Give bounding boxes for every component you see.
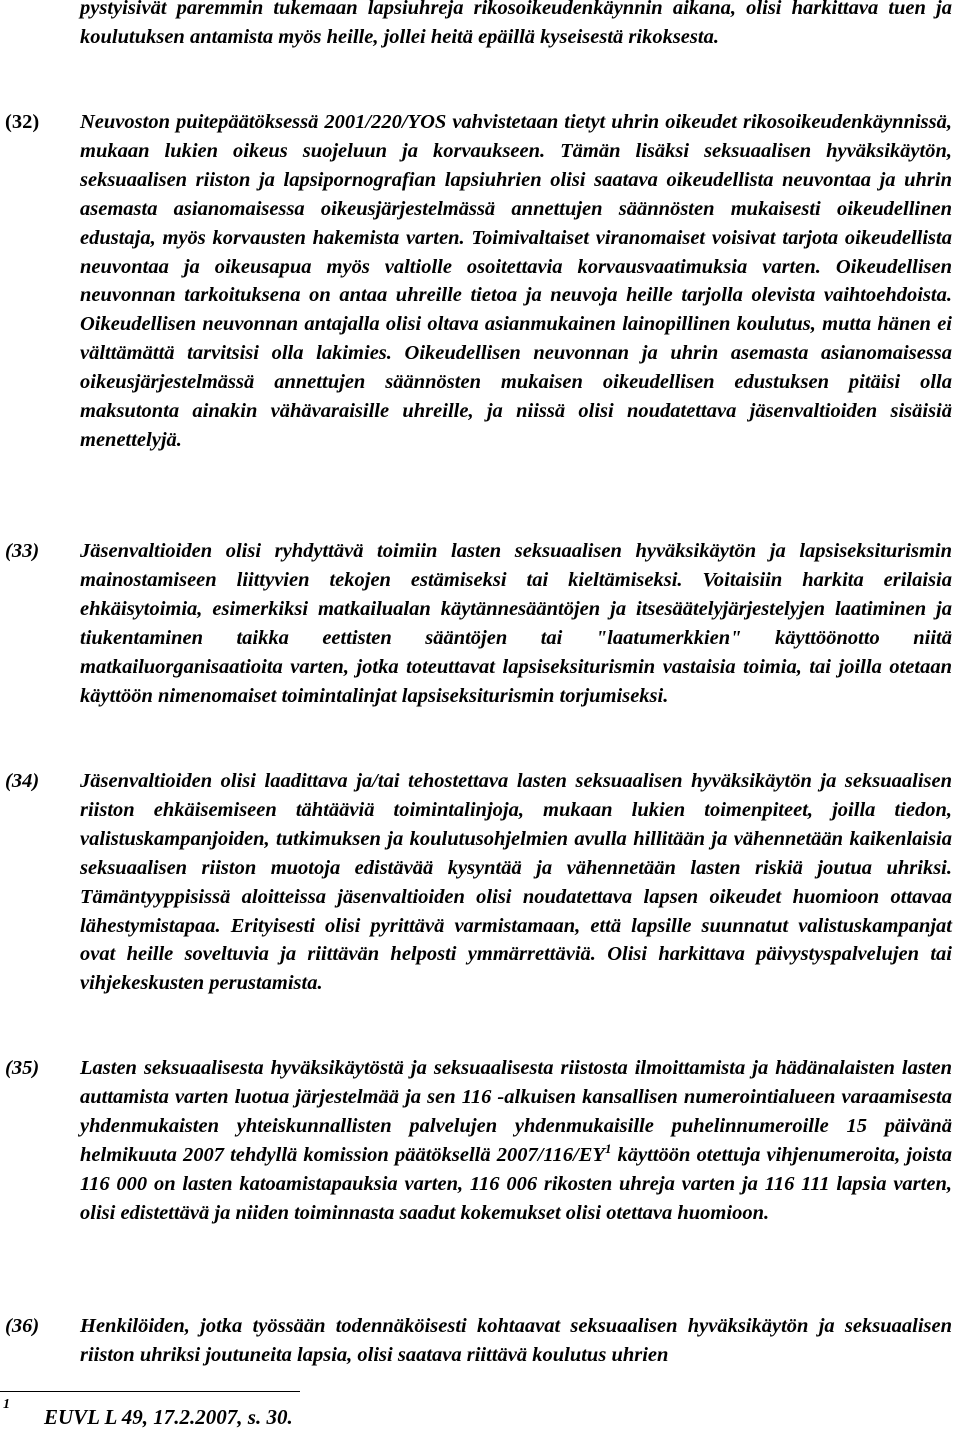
footnote-number: 1 [3, 1397, 10, 1412]
paragraph-text: Henkilöiden, jotka työssään todennäköisesti kohtaavat seksuaalisen hyväksikäytön ja seksuaalisen riiston uhriksi joutuneita lapsia, olisi saatava riittävä koulutus uhrien [80, 1315, 952, 1366]
paragraph-number: (34) [5, 770, 40, 792]
footnote [0, 1397, 600, 1427]
paragraph-text-tail: käyttöön otettuja vihjenumeroita, joista 116 000 on lasten katoamistapauksia varten, 116 006 rikosten uhreja varten ja 116 111 lapsia varten, olisi edistettävä ja niiden toiminnasta saadut kokemukset olisi otettava huomioon. [80, 1143, 952, 1224]
paragraph-text [80, 1054, 952, 1227]
footnote-reference[interactable]: 1 [604, 1140, 612, 1156]
intro-paragraph: pystyisivät paremmin tukemaan lapsiuhreja rikosoikeudenkäynnin aikana, olisi harkittava tuen ja koulutuksen antamista myös heille, jollei heitä epäillä kyseisestä rikoksesta. [80, 0, 952, 48]
paragraph-number: (36) [5, 1315, 40, 1337]
paragraph-text: Neuvoston puitepäätöksessä 2001/220/YOS vahvistetaan tietyt uhrin oikeudet rikosoikeudenkäynnissä, mukaan lukien oikeus suojeluun ja korvaukseen. Tämän lisäksi seksuaalisen hyväksikäytön, seksuaalisen riiston ja lapsipornografian lapsiuhrien olisi saatava oikeudellista neuvontaa ja uhrin asemasta asianomaisessa oikeusjärjestelmässä annettujen säännösten mukaisesti oikeudellinen edustaja, myös korvausten hakemista varten. Toimivaltaiset viranomaiset voisivat tarjota oikeudellista neuvontaa ja oikeusapua myös valtiolle osoitettavia korvausvaatimuksia varten. Oikeudellisen neuvonnan tarkoituksena on antaa uhreille tietoa ja neuvoja heille tarjolla olevista vaihtoehdoista. Oikeudellisen neuvonnan antajalla olisi oltava asianmukainen lainopillinen koulutus, mutta hänen ei välttämättä tarvitsisi olla lakimies. Oikeudellisen neuvonnan ja uhrin asemasta asianomaisessa oikeusjärjestelmässä annettujen säännösten mukaisen oikeudellisen edustuksen pitäisi olla maksutonta ainakin vähävaraisille uhreille, ja niissä olisi noudatettava jäsenvaltioiden sisäisiä menettelyjä. [80, 111, 952, 451]
paragraph-number: (33) [5, 540, 40, 562]
footnote-divider [0, 1391, 300, 1392]
paragraph-text-lead: Lasten seksuaalisesta hyväksikäytöstä ja seksuaalisesta riistosta ilmoittamista ja hädänalaisten lasten auttamista varten luotua järjestelmää ja sen 116 -alkuisen kansallisen numerointialueen varaamisesta yhdenmukaisten yhteiskunnallisten palvelujen yhdenmukaisille puhelinnumeroille 15 päivänä helmikuuta 2007 tehdyllä komission päätöksellä 2007/116/EY [80, 1057, 952, 1166]
paragraph-number: (35) [5, 1057, 40, 1079]
paragraph-number: (32) [5, 111, 40, 133]
paragraph-text: Jäsenvaltioiden olisi laadittava ja/tai tehostettava lasten seksuaalisen hyväksikäytön ja seksuaalisen riiston ehkäisemiseen tähtääviä toimintalinjoja, mukaan lukien toimenpiteet, joilla tiedon, valistuskampanjoiden, tutkimuksen ja koulutusohjelmien avulla hillitään ja vähennetään kaikenlaisia seksuaalisen riiston muotoja edistävää kysyntää ja vähennetään lasten riskiä joutua uhriksi. Tämäntyyppisissä aloitteissa jäsenvaltioiden olisi noudatettava lapsen oikeudet huomioon ottavaa lähestymistapaa. Erityisesti olisi pyrittävä varmistamaan, että lapsille suunnatut valistuskampanjat ovat heille soveltuvia ja riittävän helposti ymmärrettäviä. Olisi harkittava päivystyspalvelujen tai vihjekeskusten perustamista. [80, 770, 952, 995]
paragraph-text: Jäsenvaltioiden olisi ryhdyttävä toimiin lasten seksuaalisen hyväksikäytön ja lapsiseksiturismin mainostamiseen liittyvien tekojen estämiseksi tai kieltämiseksi. Voitaisiin harkita erilaisia ehkäisytoimia, esimerkiksi matkailualan käytännesääntöjen ja itsesäätelyjärjestelyjen laatiminen ja tiukentaminen taikka eettisten sääntöjen tai "laatumerkkien" käyttöönotto niitä matkailuorganisaatioita varten, jotka toteuttavat lapsiseksiturismin vastaisia toimia, tai joilla otetaan käyttöön nimenomaiset toimintalinjat lapsiseksiturismin torjumiseksi. [80, 540, 952, 707]
footnote-text: EUVL L 49, 17.2.2007, s. 30. [44, 1405, 293, 1429]
